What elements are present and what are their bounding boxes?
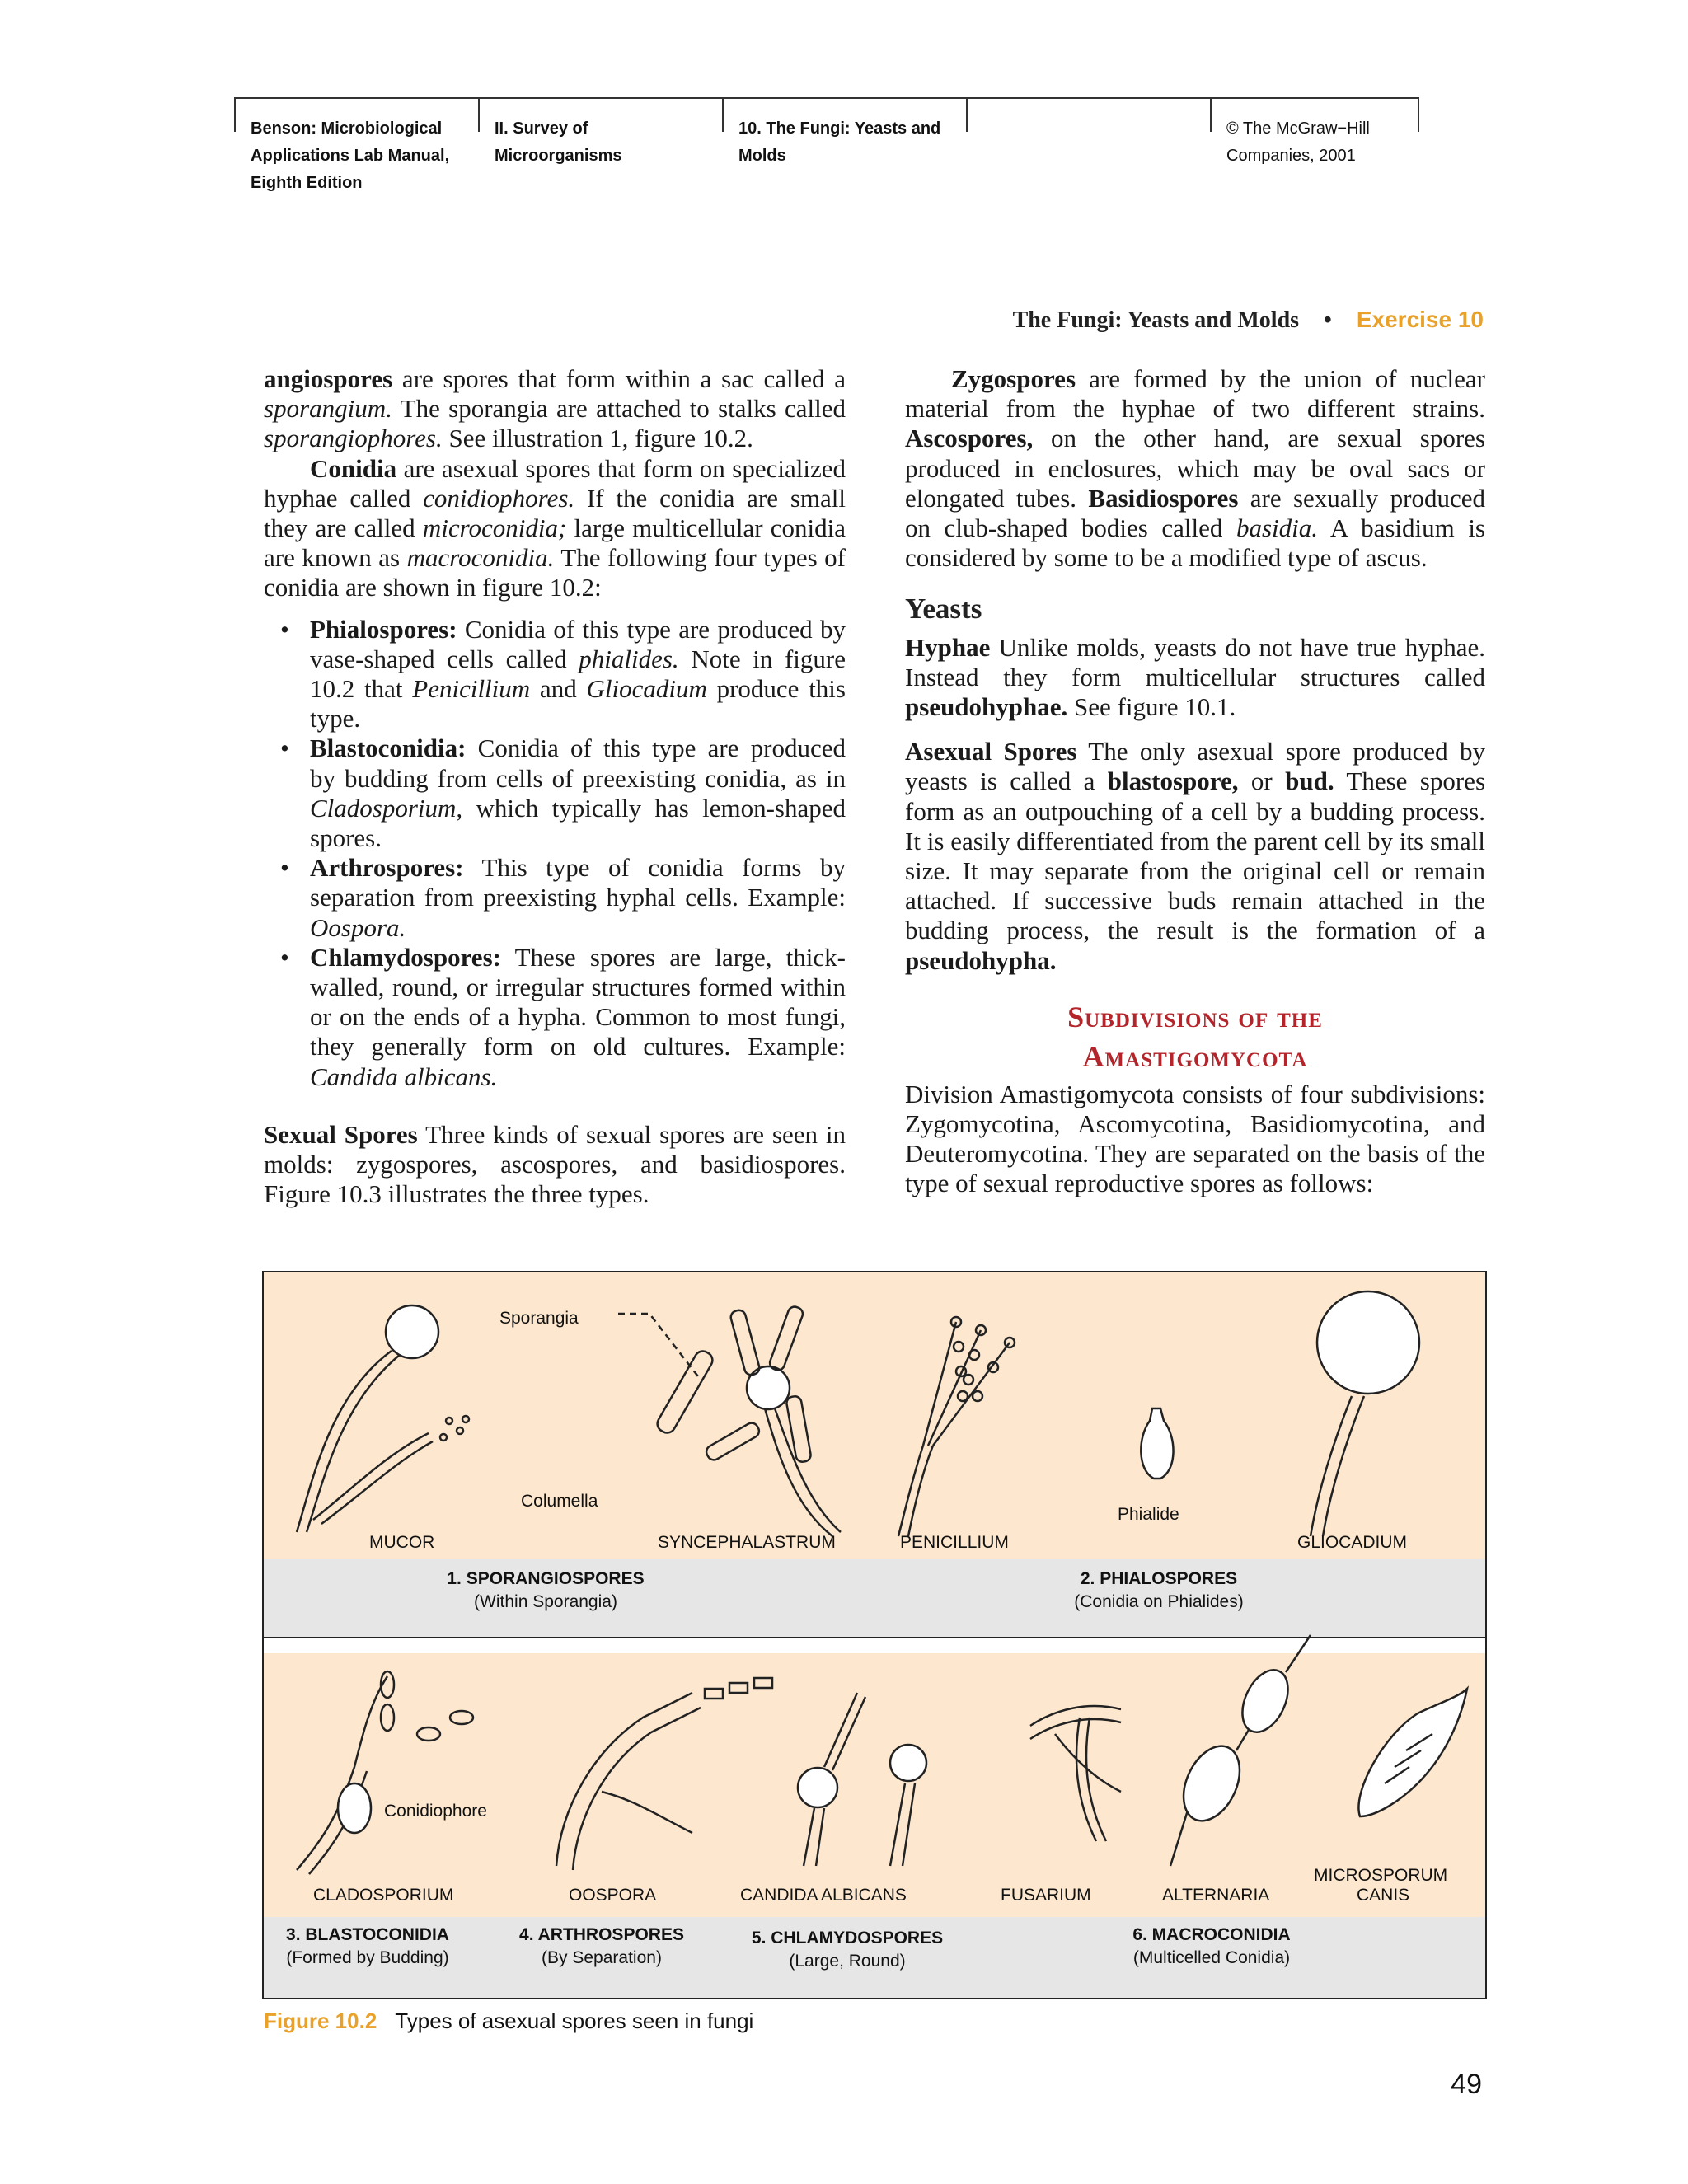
figure-number: Figure 10.2 xyxy=(264,2008,377,2033)
header-book-title: Benson: Microbiological Applications Lab Manual, Eighth Edition xyxy=(251,120,450,192)
label-sporangia: Sporangia xyxy=(499,1309,579,1328)
header-part: II. Survey of Microorganisms xyxy=(495,120,622,165)
paragraph: Hyphae Unlike molds, yeasts do not have true hyphae. Instead they form multicellular structures called pseudohyphae. See figure 10.1. xyxy=(905,632,1485,722)
caption-phialospores: 2. PHIALOSPORES (Conidia on Phialides) xyxy=(1074,1569,1244,1611)
paragraph: Asexual Spores The only asexual spore produced by yeasts is called a blastospore, or bud. These spores form as an outpouching of a cell by a budding process. It is easily differentiated from the parent cell by its small size. It may separate from the original cell or remain attached. If successive buds remain attached in the budding process, the result is the formation of a pseudohypha. xyxy=(905,737,1486,975)
candida-drawing xyxy=(798,1693,926,1866)
header-divider xyxy=(478,97,480,132)
label-columella: Columella xyxy=(521,1492,598,1511)
caption-blastoconidia: 3. BLASTOCONIDIA (Formed by Budding) xyxy=(286,1925,449,1967)
paragraph: Sexual Spores Three kinds of sexual spores are seen in molds: zygospores, ascospores, and basidiospores. Figure 10.3 illustrates the three types. xyxy=(264,1119,846,1209)
alternaria-drawing xyxy=(1170,1635,1311,1866)
mucor-drawing xyxy=(297,1305,469,1532)
label-alternaria: ALTERNARIA xyxy=(1162,1886,1270,1905)
label-conidiophore: Conidiophore xyxy=(384,1802,487,1821)
left-column xyxy=(264,364,846,1209)
label-phialide: Phialide xyxy=(1118,1505,1179,1524)
caption-macroconidia: 6. MACROCONIDIA (Multicelled Conidia) xyxy=(1132,1925,1291,1967)
label-microsporum: MICROSPORUM xyxy=(1314,1866,1448,1885)
right-column xyxy=(905,364,1485,1199)
label-candida: CANDIDA ALBICANS xyxy=(740,1886,907,1905)
label-fusarium: FUSARIUM xyxy=(1001,1886,1091,1905)
cladosporium-drawing xyxy=(297,1671,473,1874)
label-gliocadium: GLIOCADIUM xyxy=(1297,1533,1408,1552)
paragraph: Zygospores are formed by the union of nuclear material from the hyphae of two different strains. Ascospores, on the other hand, are sexual spores produced in enclosures, which may be oval sacs or elongated tubes. Basidiospores are sexually produced on club-shaped bodies called basidia. A basidium is considered by some to be a modified type of ascus. xyxy=(905,364,1486,573)
page-header xyxy=(234,97,1418,196)
gliocadium-drawing xyxy=(1311,1291,1419,1536)
caption-chlamydospores: 5. CHLAMYDOSPORES (Large, Round) xyxy=(751,1929,944,1971)
paragraph: Conidia are asexual spores that form on specialized hyphae called conidiophores. If the conidia are small they are called microconidia; large multicellular conidia are known as macroconidia. The following four types of conidia are shown in figure 10.2: xyxy=(264,453,846,602)
running-head xyxy=(1013,307,1484,334)
yeasts-heading: Yeasts xyxy=(905,593,982,626)
bullet-item: • Chlamydospores: These spores are large, thick-walled, round, or irregular structures formed within or on the ends of a hypha. Common to most fungi, they generally form on old cultures. Example: Candida albicans. xyxy=(264,943,846,1092)
label-oospora: OOSPORA xyxy=(569,1886,657,1905)
fusarium-drawing xyxy=(1030,1706,1121,1841)
oospora-drawing xyxy=(556,1678,772,1870)
paragraph: Division Amastigomycota consists of four subdivisions: Zygomycotina, Ascomycotina, Basidiomycotina, and Deuteromycotina. They are separated on the basis of the type of sexual reproductive spores as follows: xyxy=(905,1079,1485,1198)
header-copyright: © The McGraw−Hill Companies, 2001 xyxy=(1226,120,1370,165)
penicillium-drawing xyxy=(898,1317,1015,1536)
figure-caption-text: Types of asexual spores seen in fungi xyxy=(395,2008,754,2033)
figure-10-2 xyxy=(262,1271,1487,1999)
label-canis: CANIS xyxy=(1357,1886,1410,1905)
page-number: 49 xyxy=(1451,2069,1482,2100)
running-head-bullet: • xyxy=(1324,307,1332,333)
bullet-item: • Arthrospores: This type of conidia forms by separation from preexisting hyphal cells. Example: Oospora. xyxy=(264,853,846,943)
phialide-drawing xyxy=(1141,1408,1173,1479)
label-syncephalastrum: SYNCEPHALASTRUM xyxy=(658,1533,836,1552)
header-divider xyxy=(722,97,724,132)
caption-sporangiospores: 1. SPORANGIOSPORES (Within Sporangia) xyxy=(447,1569,645,1611)
paragraph: angiospores are spores that form within a sac called a sporangium. The sporangia are attached to stalks called sporangiophores. See illustration 1, figure 10.2. xyxy=(264,364,846,453)
label-penicillium: PENICILLIUM xyxy=(900,1533,1009,1552)
bullet-item: • Blastoconidia: Conidia of this type are produced by budding from cells of preexisting conidia, as in Cladosporium, which typically has lemon-shaped spores. xyxy=(264,733,846,853)
microsporum-drawing xyxy=(1358,1689,1467,1816)
label-mucor: MUCOR xyxy=(369,1533,435,1552)
figure-caption xyxy=(264,2008,753,2034)
bullet-item: • Phialospores: Conidia of this type are produced by vase-shaped cells called phialides. Note in figure 10.2 that Penicillium and Gliocadium produce this type. xyxy=(264,615,846,734)
header-divider xyxy=(966,97,968,132)
caption-arthrospores: 4. ARTHROSPORES (By Separation) xyxy=(519,1925,684,1967)
running-head-title: The Fungi: Yeasts and Molds xyxy=(1012,307,1300,333)
exercise-label: Exercise 10 xyxy=(1356,307,1484,332)
section-heading: Subdivisions of the Amastigomycota xyxy=(1067,1000,1323,1073)
header-divider xyxy=(234,97,236,132)
label-cladosporium: CLADOSPORIUM xyxy=(313,1886,454,1905)
header-chapter: 10. The Fungi: Yeasts and Molds xyxy=(738,120,941,165)
syncephalastrum-drawing xyxy=(618,1305,841,1536)
